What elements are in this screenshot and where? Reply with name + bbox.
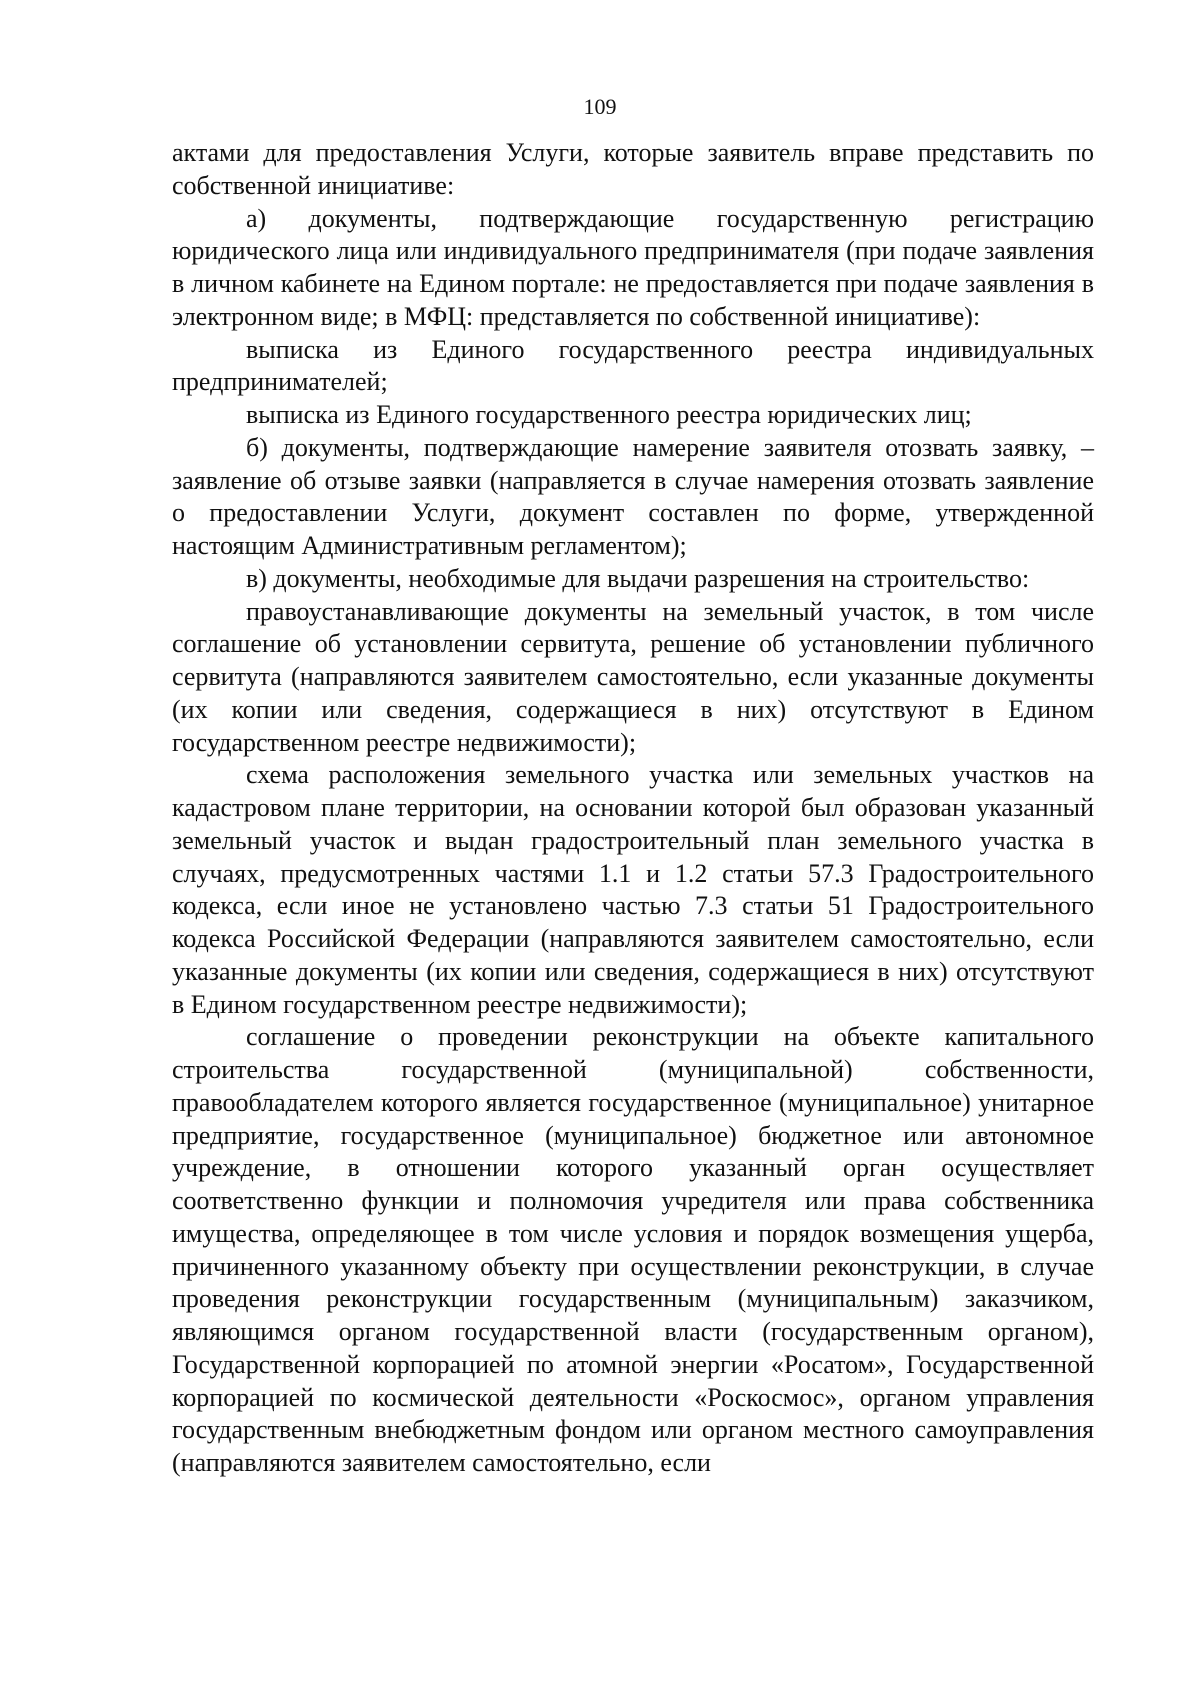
- paragraph-title-documents: правоустанавливающие документы на земельный участок, в том числе соглашение об установлении сервитута, решение об установлении публичного сервитута (направляются заявителем самостоятельно, если указанные документы (их копии или сведения, содержащиеся в них) отсутствуют в Едином государственном реестре недвижимости);: [172, 596, 1094, 757]
- paragraph-extract-legal-entities: выписка из Единого государственного реестра юридических лиц;: [246, 400, 972, 429]
- paragraph-item-c: в) документы, необходимые для выдачи разрешения на строительство:: [246, 563, 1030, 593]
- paragraph-land-plot-scheme: схема расположения земельного участка или земельных участков на кадастровом плане территории, на основании которой был образован указанный земельный участок и выдан градостроительный план земельного участка в случаях, предусмотренных частями 1.1 и 1.2 статьи 57.3 Градостроительного кодекса, если иное не установлено частью 7.3 статьи 51 Градостроительного кодекса Российской Федерации (направляются заявителем самостоятельно, если указанные документы (их копии или сведения, содержащиеся в них) отсутствуют в Едином государственном реестре недвижимости);: [172, 760, 1094, 1019]
- paragraph-intro: актами для предоставления Услуги, которые заявитель вправе представить по собственной инициативе:: [172, 138, 1094, 200]
- paragraph-item-a: а) документы, подтверждающие государственную регистрацию юридического лица или индивидуального предпринимателя (при подаче заявления в личном кабинете на Едином портале: не предоставляется при подаче заявления в электронном виде; в МФЦ: представляется по собственной инициативе):: [172, 203, 1094, 331]
- document-body: [172, 137, 1094, 1480]
- paragraph-reconstruction-agreement: соглашение о проведении реконструкции на объекте капитального строительства государственной (муниципальной) собственности, правообладателем которого является государственное (муниципальное) унитарное предприятие, государственное (муниципальное) бюджетное или автономное учреждение, в отношении которого указанный орган осуществляет соответственно функции и полномочия учредителя или права собственника имущества, определяющее в том числе условия и порядок возмещения ущерба, причиненного указанному объекту при осуществлении реконструкции, в случае проведения реконструкции государственным (муниципальным) заказчиком, являющимся органом государственной власти (государственным органом), Государственной корпорацией по атомной энергии «Росатом», Государственной корпорацией по космической деятельности «Роскосмос», органом управления государственным внебюджетным фондом или органом местного самоуправления (направляются заявителем самостоятельно, если: [172, 1022, 1094, 1477]
- paragraph-extract-entrepreneurs: выписка из Единого государственного реестра индивидуальных предпринимателей;: [172, 334, 1094, 397]
- paragraph-item-b: б) документы, подтверждающие намерение заявителя отозвать заявку, – заявление об отзыве заявки (направляется в случае намерения отозвать заявление о предоставлении Услуги, документ составлен по форме, утвержденной настоящим Административным регламентом);: [172, 432, 1094, 560]
- page-number: 109: [583, 94, 617, 119]
